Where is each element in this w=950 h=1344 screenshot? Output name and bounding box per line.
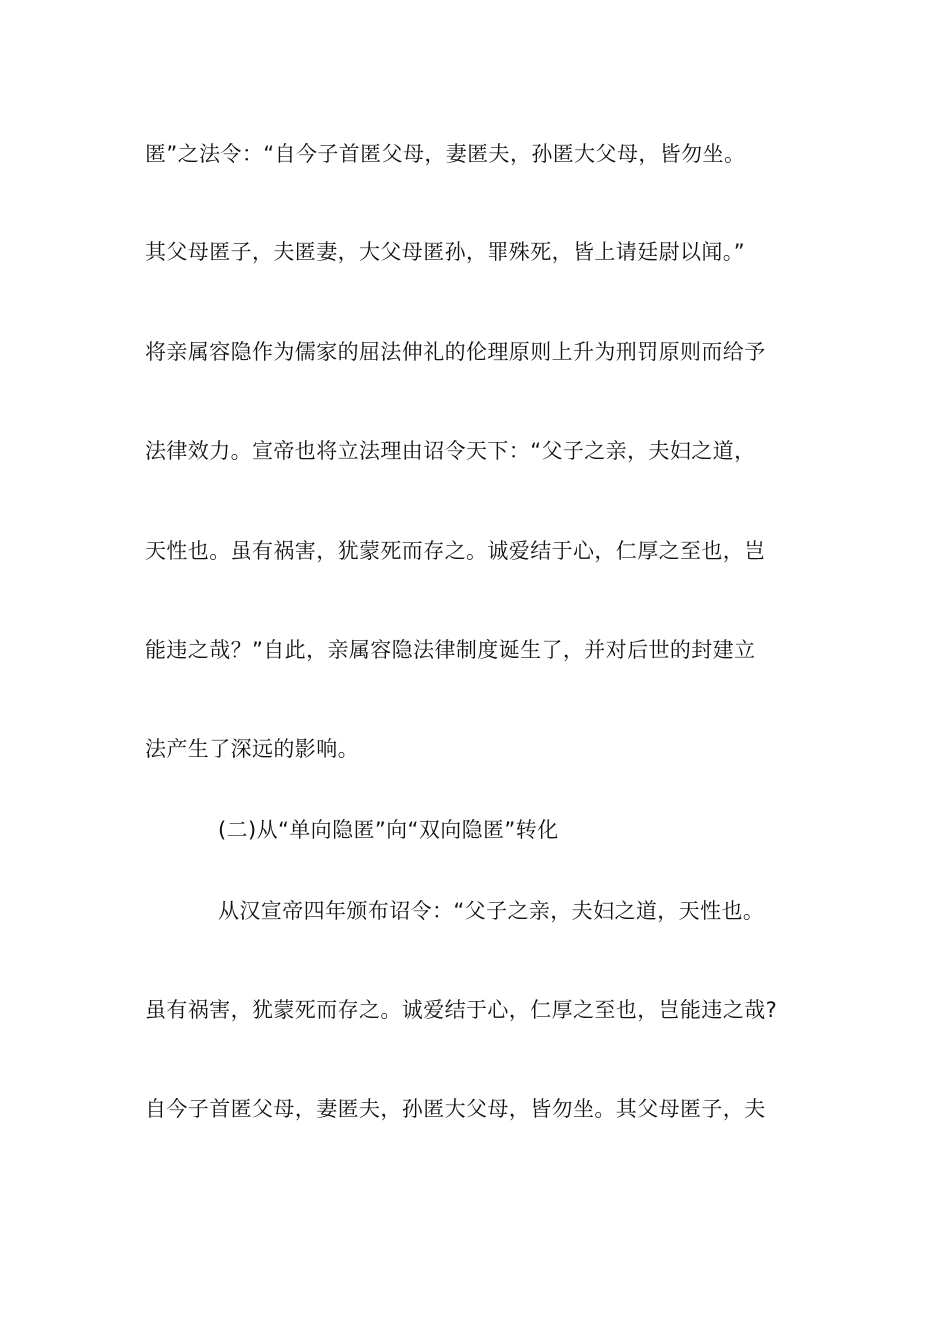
text-line: 法产生了深远的影响。 xyxy=(145,737,359,761)
text-line: 匿”之法令：“自今子首匿父母，妻匿夫，孙匿大父母，皆勿坐。 xyxy=(145,142,746,166)
text-line: 天性也。虽有祸害，犹蒙死而存之。诚爱结于心，仁厚之至也，岂 xyxy=(145,539,766,563)
text-line: 能违之哉？”自此，亲属容隐法律制度诞生了，并对后世的封建立 xyxy=(145,638,756,662)
paragraph-first-line: 从汉宣帝四年颁布诏令：“父子之亲，夫妇之道，天性也。 xyxy=(218,899,765,923)
section-heading: (二)从“单向隐匿”向“双向隐匿”转化 xyxy=(218,818,559,842)
text-line: 虽有祸害，犹蒙死而存之。诚爱结于心，仁厚之至也，岂能违之哉? xyxy=(145,998,778,1022)
text-line: 其父母匿子，夫匿妻，大父母匿孙，罪殊死，皆上请廷尉以闻。” xyxy=(145,240,745,264)
text-line: 法律效力。宣帝也将立法理由诏令天下：“父子之亲，夫妇之道， xyxy=(145,439,756,463)
text-line: 将亲属容隐作为儒家的屈法伸礼的伦理原则上升为刑罚原则而给予 xyxy=(145,340,766,364)
text-line: 自今子首匿父母，妻匿夫，孙匿大父母，皆勿坐。其父母匿子，夫 xyxy=(145,1097,766,1121)
